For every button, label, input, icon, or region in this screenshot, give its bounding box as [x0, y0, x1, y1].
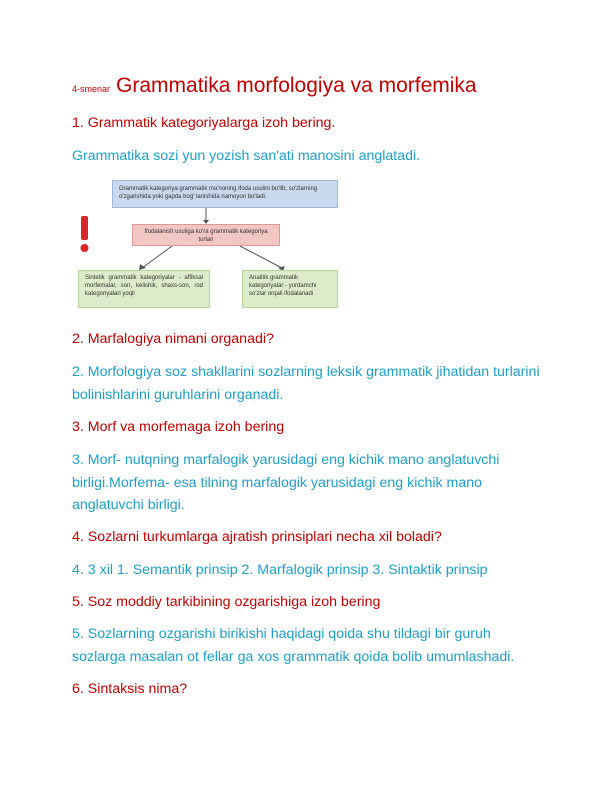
answer-2: 2. Morfologiya soz shakllarini sozlarning leksik grammatik jihatidan turlarini bolinishlarini guruhlarini organadi.	[72, 364, 540, 403]
question-4: 4. Sozlarni turkumlarga ajratish prinsiplari necha xil boladi?	[72, 529, 442, 545]
question-3: 3. Morf va morfemaga izoh bering	[72, 419, 285, 435]
grammar-category-diagram	[72, 176, 340, 312]
diagram-left-box: Sintetik grammatik kategoriyalar - affiksal morfemalar, son, kelishik, shaxs-son, rod kategoriyalari yoqli	[78, 270, 210, 308]
diagram-right-box: Analitik grammatik kategoriyalar - yordamchi so'zlar orqali ifodalanadi	[242, 270, 338, 308]
question-5: 5. Soz moddiy tarkibining ozgarishiga izoh bering	[72, 594, 381, 610]
answer-5: 5. Sozlarning ozgarishi birikishi haqidagi qoida shu tildagi bir guruh sozlarga masalan ot fellar ga xos grammatik qoida bolib umumlashadi.	[72, 626, 515, 665]
diagram-top-box: Grammatik kategoriya grammatik ma'noning ifoda usulini bo'lib, so'zlarning o'zgarishida yoki gapda bog' lanishida namoyon bo'ladi.	[112, 180, 338, 208]
seminar-label: 4-smenar	[72, 84, 111, 94]
answer-4: 4. 3 xil 1. Semantik prinsip 2. Marfalogik prinsip 3. Sintaktik prinsip	[72, 562, 488, 578]
exclamation-icon	[76, 216, 92, 256]
diagram-middle-box: Ifodalanish usuliga ko'ra grammatik kategoriya turlari	[132, 224, 280, 246]
question-1: 1. Grammatik kategoriyalarga izoh bering.	[72, 115, 336, 131]
question-2: 2. Marfalogiya nimani organadi?	[72, 331, 274, 347]
answer-3: 3. Morf- nutqning marfalogik yarusidagi eng kichik mano anglatuvchi birligi.Morfema- esa tilning marfalogik yarusidagi eng kichik mano anglatuvchi birligi.	[72, 452, 500, 513]
answer-1: Grammatika sozi yun yozish san'ati manosini anglatadi.	[72, 148, 421, 164]
page-title: Grammatika morfologiya va morfemika	[116, 74, 477, 97]
question-6: 6. Sintaksis nima?	[72, 681, 188, 697]
page-title-line	[72, 74, 477, 98]
